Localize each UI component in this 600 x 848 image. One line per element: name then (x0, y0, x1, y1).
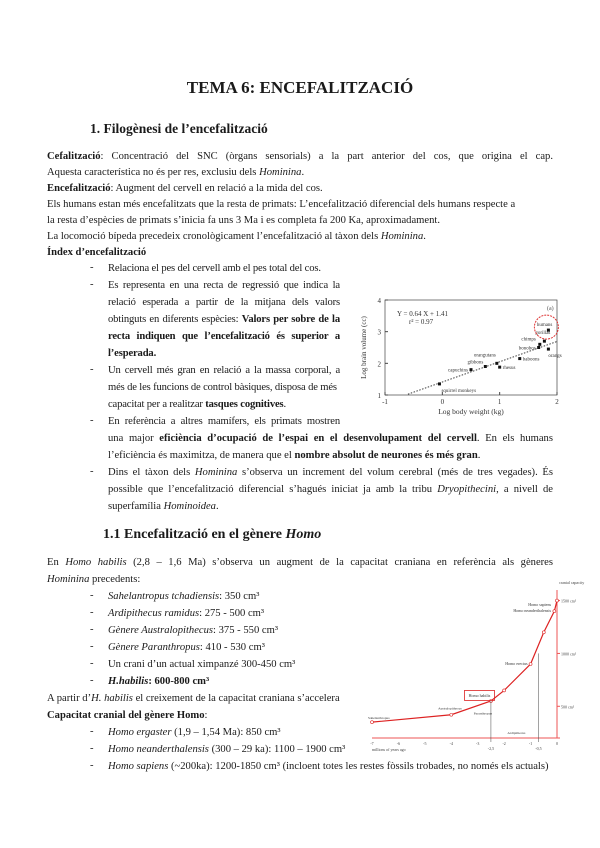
bullet-text (108, 449, 480, 462)
bullet-text (108, 313, 340, 326)
data-point (547, 329, 550, 332)
paragraph-line (47, 573, 140, 586)
bullet-dash: - (90, 675, 94, 686)
point-label: orangutans (473, 353, 496, 359)
subheading (47, 709, 207, 722)
text: . (301, 167, 305, 178)
species-name: Homo sapiens (108, 761, 169, 772)
point-label: humans (536, 323, 553, 329)
x-tick-label: -4 (449, 741, 453, 746)
x-tick-label: -1 (528, 741, 533, 746)
x-tick-label: -1 (382, 398, 388, 406)
species-name: Gènere Paranthropus (108, 642, 200, 653)
annotation: Homo sapiens (528, 601, 551, 607)
paragraph-line: Els humans estan més encefalitzats que la resta de primats: L’encefalització diferencial dels humans respecte a (47, 199, 516, 210)
x-axis-label: millions of years ago (372, 747, 406, 752)
paragraph-encefalitzacio (47, 182, 323, 195)
section-heading: 1. Filogènesi de l’encefalització (90, 121, 268, 136)
list-item (108, 675, 209, 688)
text: Hominina (47, 574, 90, 585)
text: . (477, 450, 481, 461)
text: . (215, 501, 219, 512)
cranial-capacity-chart (362, 578, 592, 752)
x-tick-label: -6 (396, 741, 401, 746)
bullet-dash: - (90, 624, 94, 635)
text: 1.1 Encefalització en el gènere (103, 527, 286, 542)
text: precedents: (89, 574, 141, 585)
text: Hominina (380, 231, 424, 242)
y-tick-label: 1000 cm³ (561, 651, 577, 657)
list-item (108, 607, 264, 620)
text: el creixement de la capacitat craniana s’accelera (132, 693, 340, 704)
text: nombre absolut de neurones és més gran (294, 450, 478, 461)
annotation: Australopithecus (438, 706, 462, 711)
bullet-dash: - (90, 415, 94, 426)
bullet-text: Es representa en una recta de regressió que indica la (108, 280, 340, 291)
y-axis-label: cranial capacity (559, 580, 585, 585)
list-item (108, 624, 278, 637)
data-point (547, 348, 550, 351)
bullet-text (108, 466, 553, 479)
point-label: bonobos (518, 346, 536, 352)
data-point (495, 362, 498, 365)
x-tick-label: -2 (502, 741, 506, 746)
bullet-text: l’esperada. (108, 348, 157, 359)
x-tick-label: 2 (555, 398, 559, 406)
text: . En els humans (476, 433, 553, 444)
paragraph-line (47, 230, 426, 243)
x-tick-label: -3 (476, 741, 480, 746)
text: A partir d’ (47, 693, 92, 704)
species-value: (1,9 – 1,54 Ma): 850 cm³ (171, 727, 281, 738)
data-point (484, 365, 487, 368)
x-axis-label: Log body weight (kg) (438, 407, 504, 416)
y-tick-label: 2 (377, 360, 381, 369)
text: Homo (285, 527, 322, 542)
section-heading (103, 527, 321, 543)
y-tick-label: 500 cm³ (561, 704, 575, 710)
paragraph-cefalitzacio (47, 150, 553, 163)
bullet-text: recta indiquen que l’encefalització és superior a (108, 331, 340, 342)
text: : Concentració del SNC (òrgans sensorials) a la part anterior del cos, que origina el cap. (100, 151, 553, 162)
annotation: -0,5 (535, 746, 542, 751)
point-label: gibbons (467, 360, 484, 366)
paragraph-line: la resta d’espècies de primats s’inicia fa uns 3 Ma i es completa fa 200 Ka, aproximadament. (47, 215, 441, 226)
text: Capacitat cranial del gènere Homo (47, 710, 205, 721)
bullet-dash: - (90, 262, 94, 273)
text: Homo habilis (65, 557, 127, 568)
x-tick-label: 0 (440, 398, 445, 406)
bullet-dash: - (90, 743, 94, 754)
point-label: capuchins (448, 368, 468, 374)
point-label: rhesus (502, 366, 516, 372)
species-name: Homo neanderthalensis (108, 744, 209, 755)
bullet-dash: - (90, 607, 94, 618)
annotation: Ardipithecus (507, 731, 526, 735)
bullet-text: Un cervell més gran en relació a la massa corporal, a (108, 365, 340, 376)
paragraph-line (47, 556, 553, 569)
text: obtinguts en diferents espècies: (108, 314, 242, 325)
bullet-dash: - (90, 726, 94, 737)
bullet-text: més de les funcions de control bàsiques, disposa de més (108, 382, 337, 393)
species-value: (~200ka): 1200-1850 cm³ (incloent totes les restes fòssils trobades, no només els actuals) (168, 761, 549, 772)
text: Aquesta característica no és per res, exclusiu dels (47, 167, 260, 178)
r-squared: r² = 0.97 (409, 318, 434, 326)
x-tick-label: 1 (497, 398, 502, 406)
data-point (450, 713, 453, 716)
bullet-dash: - (90, 760, 94, 771)
bullet-dash: - (90, 279, 94, 290)
text: Hominoidea (163, 501, 216, 512)
species-value: : 350 cm³ (219, 591, 260, 602)
text: . (423, 231, 426, 242)
data-point (556, 599, 559, 602)
text: (2,8 – 1,6 Ma) s’observa un augment de la capacitat craniana en referència als gèneres (126, 557, 553, 568)
bullet-dash: - (90, 658, 94, 669)
bullet-text: En referència a altres mamífers, els primats mostren (108, 416, 340, 427)
term: Cefalització (47, 151, 101, 162)
data-point (503, 689, 506, 692)
species-value: Un crani d’un actual ximpanzé 300-450 cm³ (108, 659, 296, 670)
bullet-text (108, 398, 286, 411)
y-tick-label: 4 (377, 297, 381, 305)
text: l’eficiència és maximitza, de manera que el (108, 450, 295, 461)
species-value: : 375 - 550 cm³ (213, 625, 279, 636)
bullet-dash: - (90, 590, 94, 601)
annotation: Homo habilis (468, 692, 491, 698)
data-point (438, 382, 441, 385)
point-label: gorillas (535, 331, 551, 337)
bullet-text (108, 500, 219, 513)
text: possible que l’encefalització diferencial s’hagués iniciat ja amb la tribu (108, 484, 438, 495)
text: Dryopithecini (437, 484, 497, 495)
term: Encefalització (47, 183, 111, 194)
text: Dins el tàxon dels (108, 467, 195, 478)
data-point (553, 610, 556, 613)
species-name: Sahelantropus tchadiensis (108, 591, 220, 602)
text: : Augment del cervell en relació a la mida del cos. (110, 183, 323, 194)
text: Valors per sobre de la (241, 314, 340, 325)
encephalization-scatter-chart (352, 292, 592, 417)
data-point (470, 368, 473, 371)
text: En (47, 557, 66, 568)
species-value: (300 – 29 ka): 1100 – 1900 cm³ (208, 744, 346, 755)
data-point (543, 340, 546, 343)
page-title: TEMA 6: ENCEFALITZACIÓ (186, 78, 414, 97)
species-name: Gènere Australopithecus (108, 625, 214, 636)
annotation: Paranthropus (473, 711, 493, 716)
annotation: Homo neanderthalensis (513, 607, 551, 613)
bullet-text: relació esperada a partir de la mitjana dels valors (108, 297, 340, 308)
list-item (108, 658, 295, 671)
panel-label: (a) (547, 306, 554, 312)
bullet-dash: - (90, 466, 94, 477)
text: : (204, 710, 208, 721)
text: Hominina (194, 467, 238, 478)
text: . (283, 399, 286, 410)
text: superfamília (108, 501, 164, 512)
bullet-text: Relaciona el pes del cervell amb el pes total del cos. (108, 263, 321, 274)
species-value: : 410 - 530 cm³ (199, 642, 265, 653)
x-tick-label: -5 (423, 741, 427, 746)
data-point (498, 366, 501, 369)
x-tick-label: 0 (556, 741, 558, 746)
cranial-capacity-line (372, 601, 557, 723)
paragraph-line (47, 166, 304, 179)
y-tick-label: 3 (377, 328, 381, 337)
list-item (108, 743, 345, 756)
data-point (529, 663, 532, 666)
list-item (108, 590, 259, 603)
data-point (537, 346, 540, 349)
x-tick-label: -7 (370, 741, 374, 746)
text: H. habilis (91, 693, 133, 704)
text: La locomoció bípeda precedeix cronològicament l’encefalització al tàxon dels (47, 231, 381, 242)
text: eficiència d’ocupació de l’espai en el desenvolupament del cervell (159, 433, 477, 444)
bullet-text (108, 483, 553, 496)
y-tick-label: 1 (377, 392, 381, 400)
species-name: H.habilis (108, 676, 149, 687)
list-item (108, 760, 549, 773)
text: capacitat per a realitzar (108, 399, 206, 410)
list-item (108, 726, 281, 739)
data-point (371, 721, 374, 724)
data-point (542, 631, 545, 634)
bullet-text (108, 432, 553, 445)
text: una major (108, 433, 160, 444)
list-item (108, 641, 265, 654)
point-label: orangs (548, 354, 562, 360)
regression-equation: Y = 0.64 X + 1.41 (397, 310, 448, 318)
species-value: : 600-800 cm³ (148, 676, 210, 687)
species-name: Homo ergaster (108, 727, 172, 738)
text: tasques cognitives (205, 399, 284, 410)
species-value: : 275 - 500 cm³ (199, 608, 265, 619)
point-label: chimps (521, 337, 536, 343)
annotation: -2,5 (487, 746, 495, 751)
subheading: Índex d’encefalització (47, 247, 147, 258)
species-name: Ardipithecus ramidus (108, 608, 200, 619)
text: , a nivell de (496, 484, 554, 495)
data-point (518, 357, 521, 360)
point-label: squirrel monkeys (441, 388, 477, 394)
y-axis-label: Log brain volume (cc) (360, 316, 368, 379)
paragraph-line (47, 692, 340, 705)
annotation: Sahelanthropus (368, 716, 390, 721)
y-tick-label: 1500 cm³ (561, 598, 577, 604)
annotation: Homo erectus (505, 661, 528, 666)
text: s’observa un increment del volum cerebral (més de tres vegades). És (237, 467, 553, 478)
text: Hominina (259, 167, 302, 178)
bullet-dash: - (90, 364, 94, 375)
point-label: baboons (522, 357, 540, 363)
bullet-dash: - (90, 641, 94, 652)
data-point (538, 343, 541, 346)
